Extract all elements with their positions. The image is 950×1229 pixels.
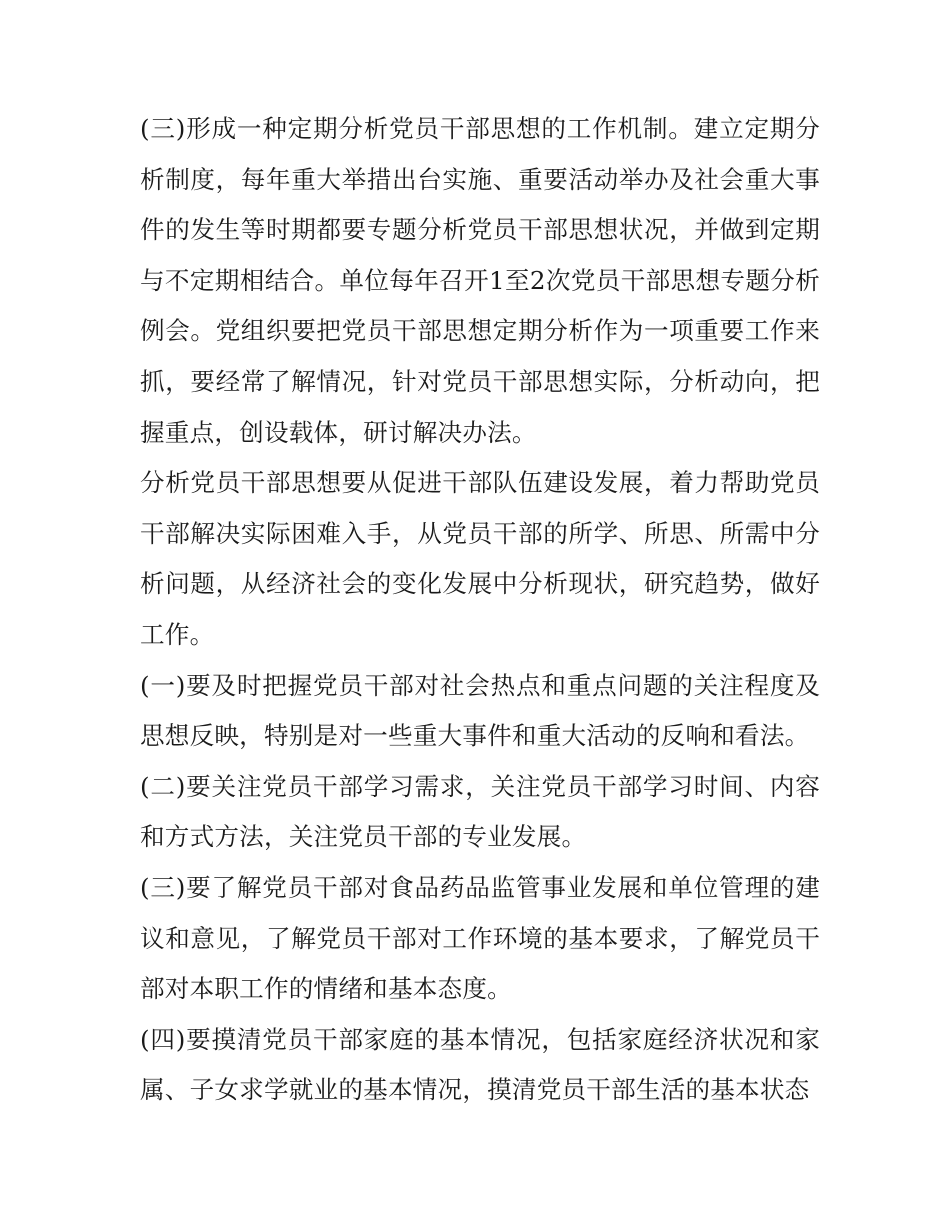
paragraph-6: (四)要摸清党员干部家庭的基本情况，包括家庭经济状况和家属、子女求学就业的基本情况，摸清党员干部生活的基本状态	[140, 1024, 820, 1105]
paragraph-3: (一)要及时把握党员干部对社会热点和重点问题的关注程度及思想反映，特别是对一些重大事件和重大活动的反响和看法。	[140, 670, 820, 751]
paragraph-4: (二)要关注党员干部学习需求，关注党员干部学习时间、内容和方式方法，关注党员干部的专业发展。	[140, 771, 820, 852]
paragraph-5: (三)要了解党员干部对食品药品监管事业发展和单位管理的建议和意见，了解党员干部对工作环境的基本要求，了解党员干部对本职工作的情绪和基本态度。	[140, 872, 820, 1004]
paragraph-1: (三)形成一种定期分析党员干部思想的工作机制。建立定期分析制度，每年重大举措出台实施、重要活动举办及社会重大事件的发生等时期都要专题分析党员干部思想状况，并做到定期与不定期相结合。单位每年召开1至2次党员干部思想专题分析例会。党组织要把党员干部思想定期分析作为一项重要工作来抓，要经常了解情况，针对党员干部思想实际，分析动向，把握重点，创设载体，研讨解决办法。	[140, 114, 820, 447]
document-page	[140, 104, 820, 1116]
paragraph-2: 分析党员干部思想要从促进干部队伍建设发展，着力帮助党员干部解决实际困难入手，从党员干部的所学、所思、所需中分析问题，从经济社会的变化发展中分析现状，研究趋势，做好工作。	[140, 468, 820, 649]
